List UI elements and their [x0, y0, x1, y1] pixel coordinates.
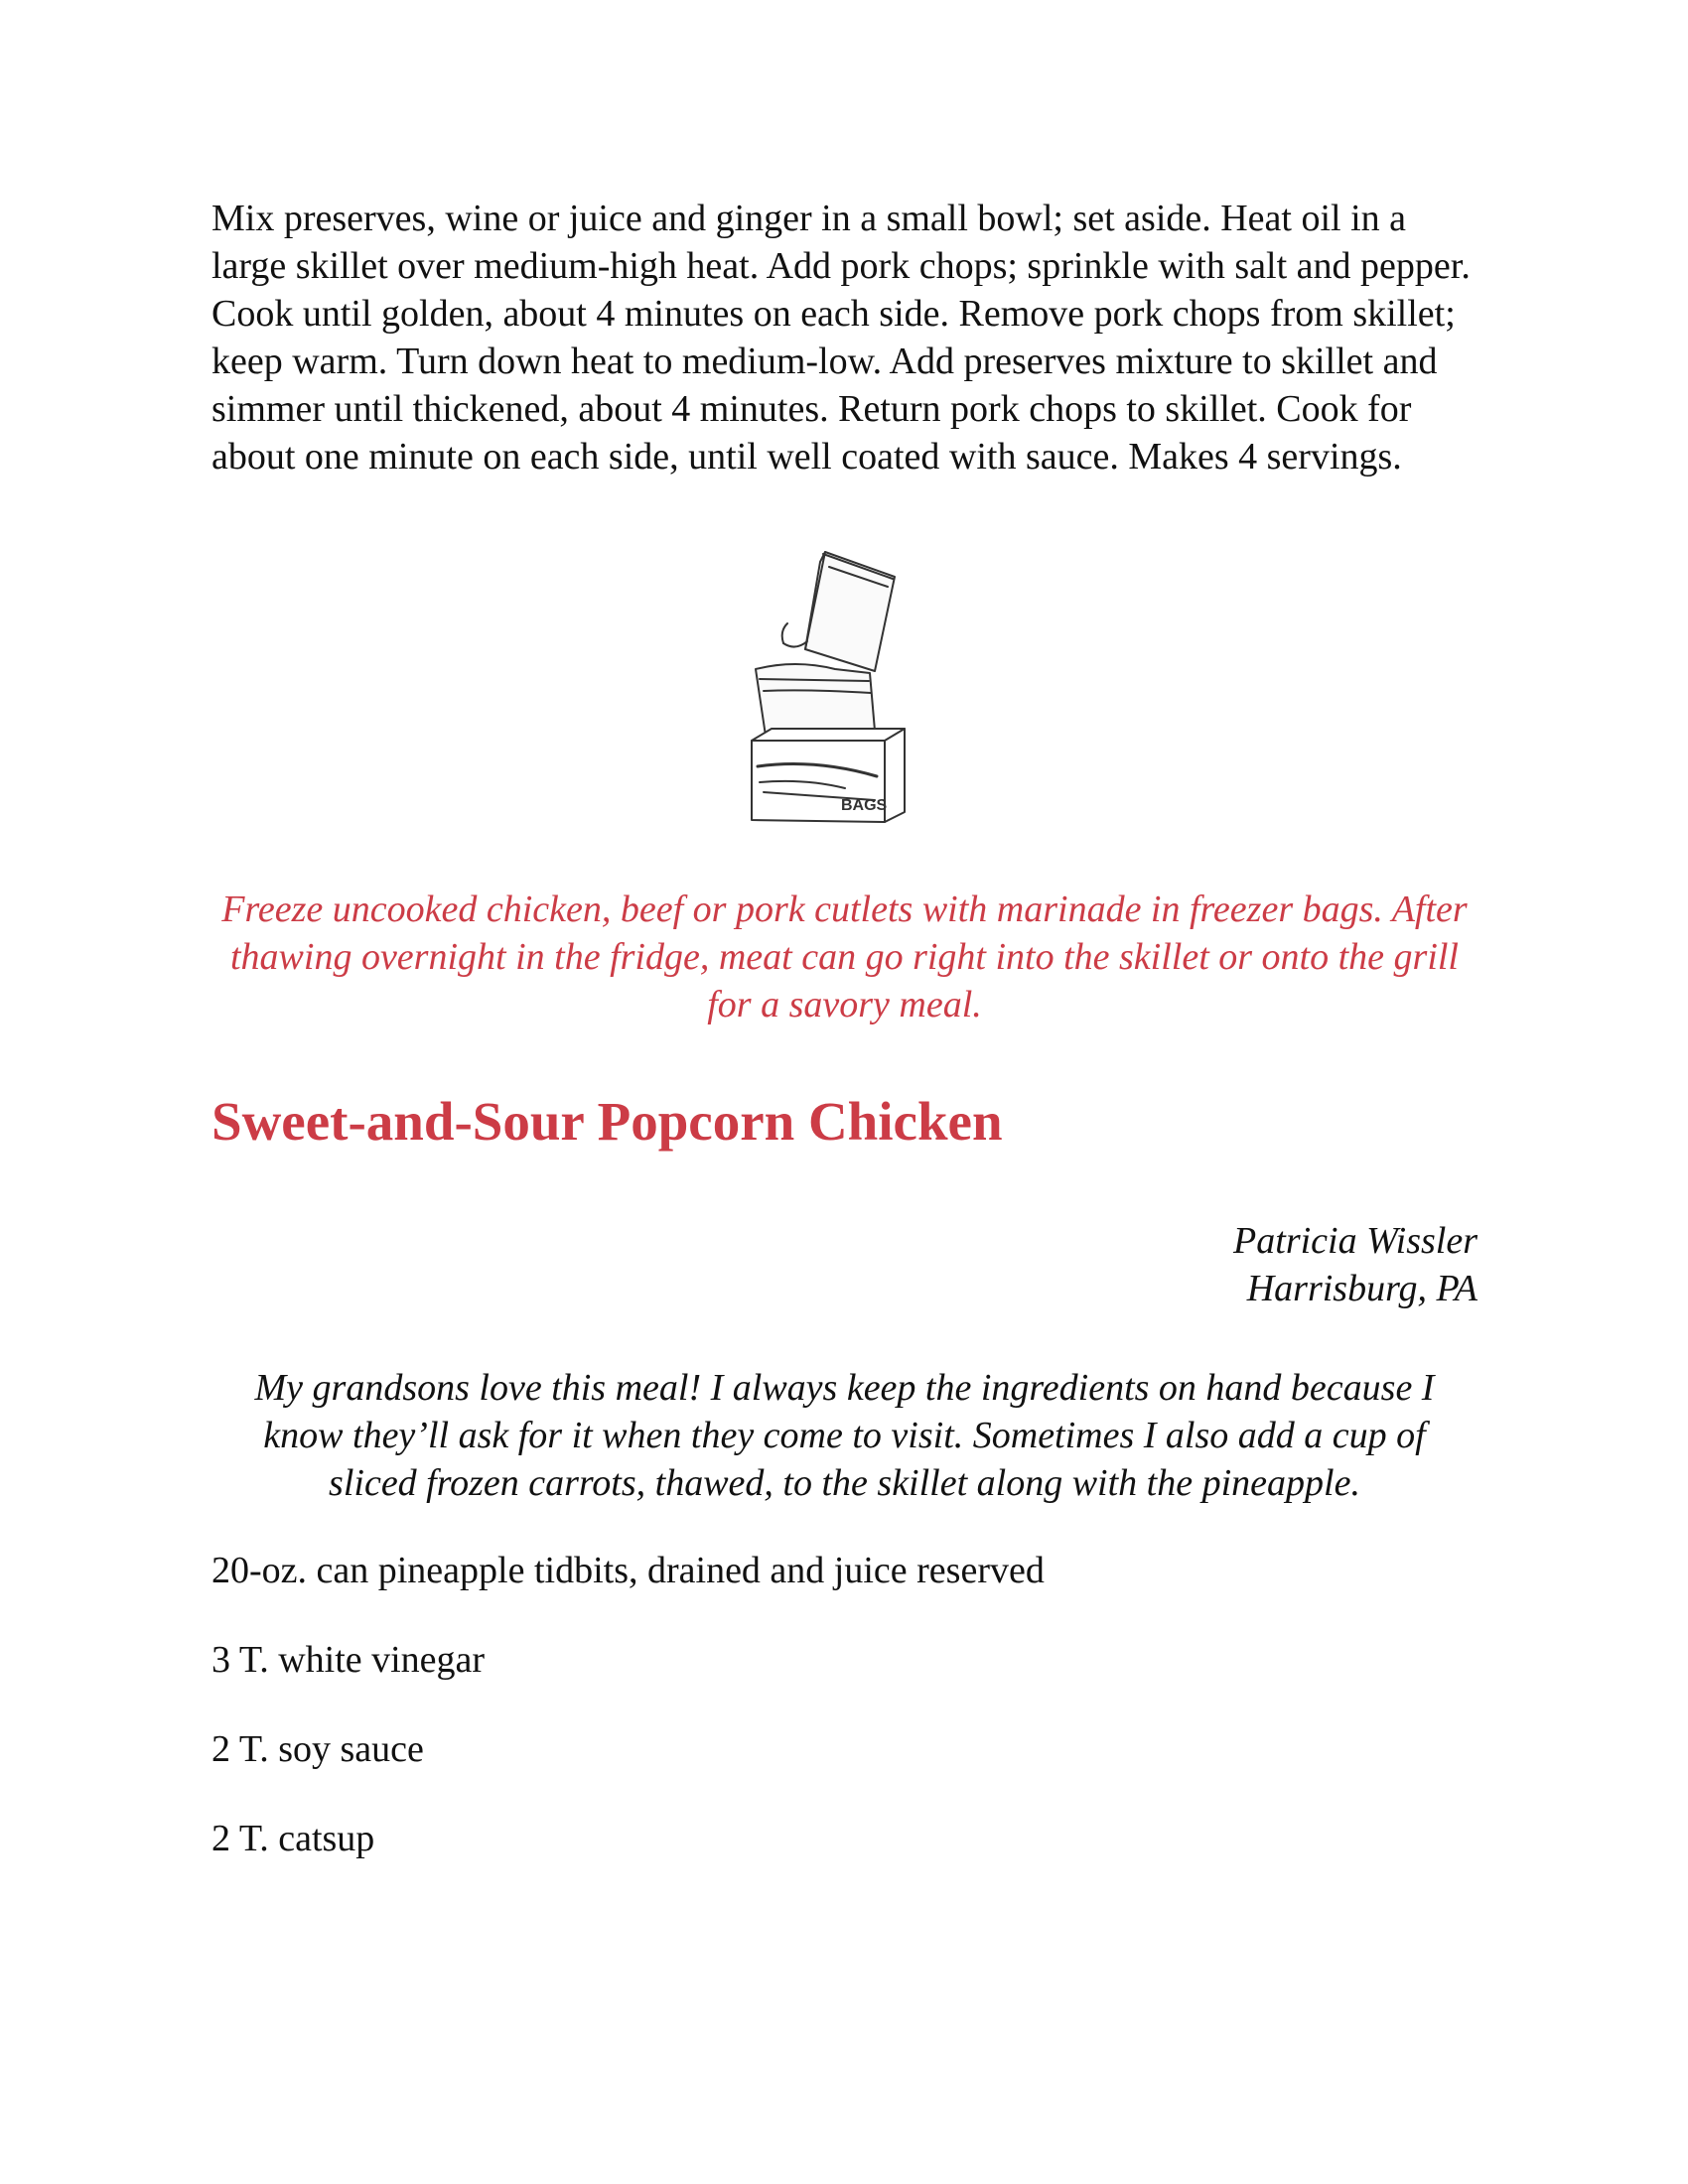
box-label: BAGS	[840, 797, 887, 814]
ingredient-item: 20-oz. can pineapple tidbits, drained and juice reserved	[211, 1550, 1045, 1591]
recipe-intro: My grandsons love this meal! I always keep the ingredients on hand because I know they’ll ask for it when they come to visit. Sometimes I also add a cup of sliced frozen carrots, thawed, to the skillet along with the pineapple.	[254, 1367, 1435, 1504]
author-name: Patricia Wissler	[1233, 1220, 1477, 1262]
previous-recipe-directions: Mix preserves, wine or juice and ginger in a small bowl; set aside. Heat oil in a large skillet over medium-high heat. Add pork chops; sprinkle with salt and pepper. Cook until golden, about 4 minutes on each side. Remove pork chops from skillet; keep warm. Turn down heat to medium-low. Add preserves mixture to skillet and simmer until thickened, about 4 minutes. Return pork chops to skillet. Cook for about one minute on each side, until well coated with sauce. Makes 4 servings.	[211, 198, 1471, 478]
freezer-bags-box-icon	[746, 532, 944, 830]
ingredient-list	[211, 1547, 1477, 1862]
ingredient-item: 2 T. soy sauce	[211, 1728, 424, 1770]
author-location: Harrisburg, PA	[1246, 1268, 1477, 1309]
ingredient-item: 3 T. white vinegar	[211, 1639, 486, 1681]
recipe-page	[211, 195, 1477, 1904]
ingredient-item: 2 T. catsup	[211, 1818, 375, 1859]
recipe-title: Sweet-and-Sour Popcorn Chicken	[211, 1091, 1003, 1152]
freezer-tip: Freeze uncooked chicken, beef or pork cutlets with marinade in freezer bags. After thawing overnight in the fridge, meat can go right into the skillet or onto the grill for a savory meal.	[221, 888, 1468, 1025]
recipe-author	[211, 1217, 1477, 1312]
